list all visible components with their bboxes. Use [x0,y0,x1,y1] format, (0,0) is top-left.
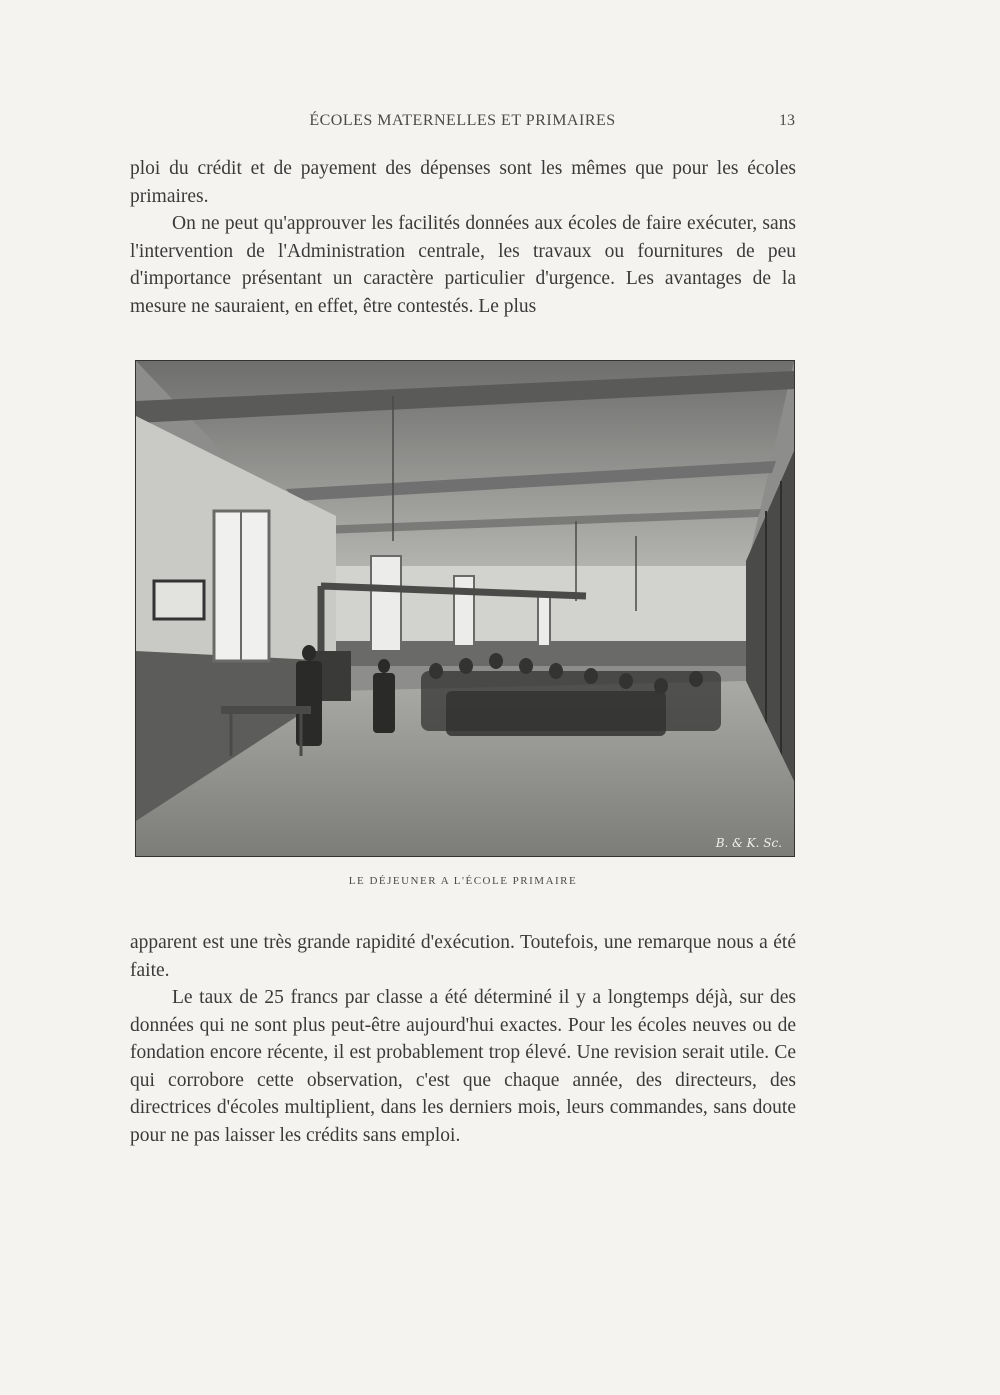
paragraph: Le taux de 25 francs par classe a été déterminé il y a longtemps déjà, sur des données qui ne sont plus peut-être aujourd'hui exactes. Pour les écoles neuves ou de fondation encore récente, il est probablement trop élevé. Une revision serait utile. Ce qui corrobore cette observation, c'est que chaque année, des directeurs, des directrices d'écoles multiplient, dans les derniers mois, leurs commandes, sans doute pour ne pas laisser les crédits sans emploi. [130,987,796,1146]
running-title: ÉCOLES MATERNELLES ET PRIMAIRES [309,112,616,129]
running-head [130,112,795,138]
body-text-top [130,155,796,320]
photograph-drawing [136,361,794,856]
photograph-refectory [135,360,795,857]
figure-caption: LE DÉJEUNER A L'ÉCOLE PRIMAIRE [348,875,578,887]
engraver-mark: B. & K. Sc. [715,836,782,850]
paragraph: On ne peut qu'approuver les facilités données aux écoles de faire exécuter, sans l'intervention de l'Administration centrale, les travaux ou fournitures de peu d'importance présentant un caractère particulier d'urgence. Les avantages de la mesure ne sauraient, en effet, être contestés. Le plus [130,213,796,317]
page-number: 13 [779,112,795,129]
paragraph: apparent est une très grande rapidité d'exécution. Toutefois, une remarque nous a été faite. [130,932,796,981]
body-text-bottom [130,929,796,1149]
paragraph: ploi du crédit et de payement des dépenses sont les mêmes que pour les écoles primaires. [130,158,796,207]
